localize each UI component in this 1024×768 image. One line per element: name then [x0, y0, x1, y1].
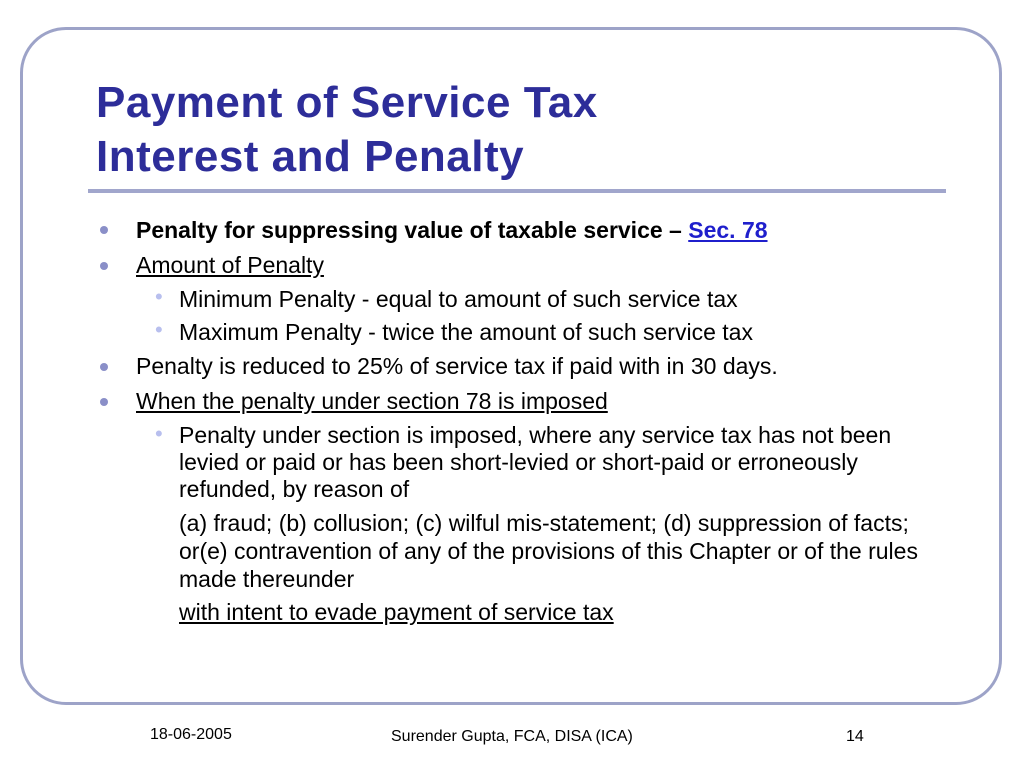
- continuation-reasons: (a) fraud; (b) collusion; (c) wilful mis-statement; (d) suppression of facts; or(e) contravention of any of the provisions of this Chapter or of the rules made thereunder: [179, 510, 918, 592]
- bullet-when-penalty-imposed: When the penalty under section 78 is imposed: [136, 388, 608, 414]
- bullet-text: Penalty for suppressing value of taxable service –: [136, 217, 689, 243]
- slide-title: [96, 76, 598, 184]
- footer-page-number: 14: [846, 728, 864, 745]
- bullet-penalty-suppressing: [136, 216, 768, 244]
- sub-bullet-dot-icon: •: [155, 284, 163, 309]
- footer-date: 18-06-2005: [150, 726, 232, 743]
- title-divider: [88, 189, 946, 193]
- bullet-dot-icon: [100, 363, 108, 371]
- bullet-dot-icon: [100, 398, 108, 406]
- sub-bullet-penalty-imposed: Penalty under section is imposed, where any service tax has not been levied or paid or has been short-levied or short-paid or erroneously refunded, by reason of: [179, 422, 892, 502]
- bullet-dot-icon: [100, 262, 108, 270]
- title-line-1: Payment of Service Tax: [96, 78, 598, 127]
- sub-bullet-dot-icon: •: [155, 317, 163, 342]
- footer-author: Surender Gupta, FCA, DISA (ICA): [391, 728, 633, 745]
- bullet-amount-of-penalty: Amount of Penalty: [136, 252, 324, 278]
- bullet-penalty-reduced: Penalty is reduced to 25% of service tax if paid with in 30 days.: [136, 353, 778, 379]
- bullet-dot-icon: [100, 226, 108, 234]
- continuation-intent: with intent to evade payment of service tax: [179, 599, 614, 625]
- title-line-2: Interest and Penalty: [96, 132, 525, 181]
- sub-bullet-dot-icon: •: [155, 421, 163, 446]
- sec-78-link[interactable]: Sec. 78: [688, 217, 768, 243]
- sub-bullet-maximum-penalty: Maximum Penalty - twice the amount of such service tax: [179, 319, 753, 345]
- sub-bullet-minimum-penalty: Minimum Penalty - equal to amount of such service tax: [179, 286, 738, 312]
